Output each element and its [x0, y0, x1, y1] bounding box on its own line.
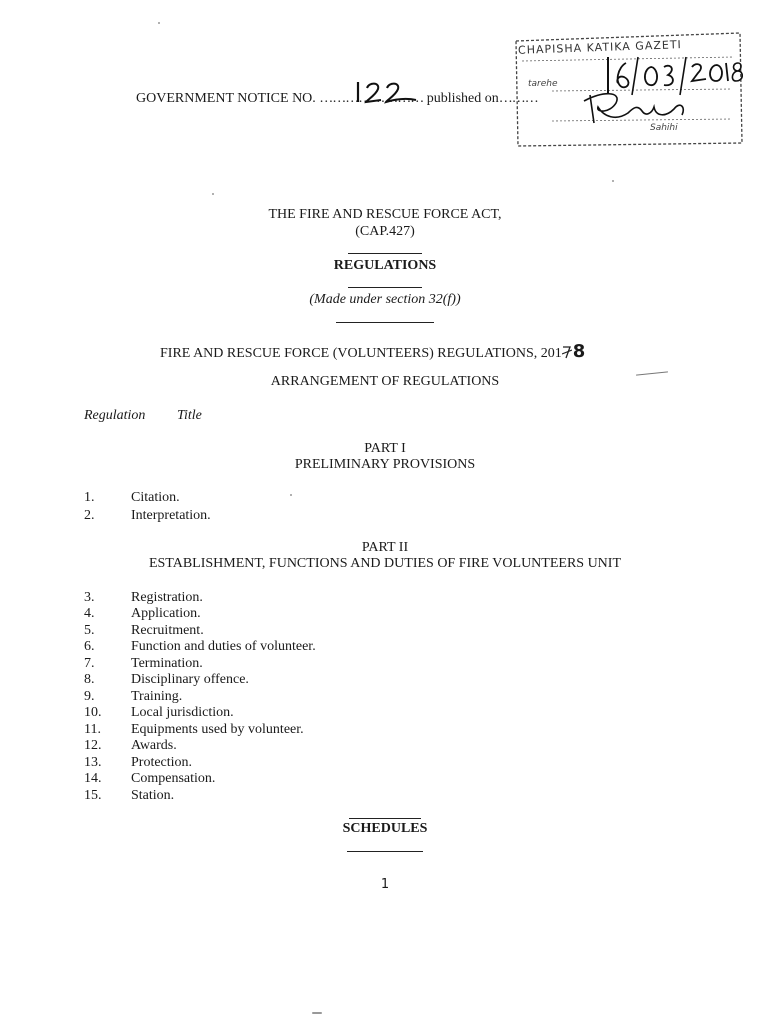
- regulation-title: Disciplinary offence.: [131, 672, 249, 687]
- regulation-title: Protection.: [131, 755, 193, 770]
- regulation-number: 11.: [84, 722, 101, 737]
- regulation-number: 1.: [84, 490, 95, 505]
- regulation-title: Function and duties of volunteer.: [131, 639, 316, 654]
- handwritten-notice-number: [352, 78, 422, 106]
- regulation-number: 12.: [84, 738, 102, 753]
- regulations-heading: REGULATIONS: [333, 258, 437, 273]
- divider: [348, 287, 422, 288]
- regulation-number: 7.: [84, 656, 95, 671]
- regulation-title: Interpretation.: [131, 508, 211, 523]
- divider: [347, 851, 423, 852]
- government-notice-line: [136, 91, 538, 107]
- regulation-title: Station.: [131, 788, 175, 803]
- handwritten-year-digit: 8: [572, 341, 586, 362]
- arrangement-heading: ARRANGEMENT OF REGULATIONS: [270, 374, 500, 389]
- part2-subheading: ESTABLISHMENT, FUNCTIONS AND DUTIES OF FIRE VOLUNTEERS UNIT: [148, 556, 622, 571]
- regulation-number: 3.: [84, 590, 95, 605]
- struck-year-digit: [562, 345, 572, 359]
- regulation-title: Citation.: [131, 490, 180, 505]
- regulation-title: Equipments used by volunteer.: [131, 722, 304, 737]
- regulation-title: Local jurisdiction.: [131, 705, 234, 720]
- regulation-number: 13.: [84, 755, 102, 770]
- regulation-number: 6.: [84, 639, 95, 654]
- published-label: published on: [423, 91, 499, 106]
- regulation-number: 9.: [84, 689, 95, 704]
- regulation-number: 4.: [84, 606, 95, 621]
- notice-prefix: GOVERNMENT NOTICE NO.: [136, 91, 320, 106]
- regulation-number: 5.: [84, 623, 95, 638]
- regulation-number: 2.: [84, 508, 95, 523]
- scan-speck: [158, 22, 160, 24]
- gazette-stamp: [512, 27, 744, 148]
- schedules-heading: SCHEDULES: [342, 821, 428, 836]
- regulation-number: 8.: [84, 672, 95, 687]
- scan-speck: [312, 1012, 322, 1014]
- divider: [348, 253, 422, 254]
- scan-speck: [612, 180, 614, 182]
- regulation-number: 15.: [84, 788, 102, 803]
- regulation-title: Application.: [131, 606, 201, 621]
- page-number: 1: [380, 877, 390, 892]
- published-dots: ………: [498, 91, 538, 106]
- regulation-number: 14.: [84, 771, 102, 786]
- part1-heading: PART I: [364, 441, 406, 456]
- stamp-signature-label: Sahihi: [650, 123, 678, 133]
- regulations-title-text: FIRE AND RESCUE FORCE (VOLUNTEERS) REGULATIONS, 201: [160, 346, 562, 361]
- handwritten-signature: [582, 87, 692, 127]
- divider: [336, 322, 434, 323]
- regulation-title: Awards.: [131, 738, 177, 753]
- made-under-section: (Made under section 32(f)): [309, 292, 461, 307]
- regulation-title: Training.: [131, 689, 183, 704]
- column-regulation: Regulation: [84, 408, 146, 423]
- part2-heading: PART II: [361, 540, 409, 555]
- regulation-title: Recruitment.: [131, 623, 204, 638]
- regulation-title: Compensation.: [131, 771, 216, 786]
- column-title: Title: [177, 408, 202, 423]
- regulation-number: 10.: [84, 705, 102, 720]
- divider: [349, 818, 421, 819]
- scan-speck: [212, 193, 214, 195]
- regulations-title: [160, 341, 585, 362]
- regulation-title: Registration.: [131, 590, 203, 605]
- notice-dots: ……………………: [319, 91, 424, 106]
- regulation-title: Termination.: [131, 656, 203, 671]
- act-cap: (CAP.427): [355, 224, 415, 239]
- stamp-header: CHAPISHA KATIKA GAZETI: [517, 38, 683, 57]
- scan-speck: [290, 494, 292, 496]
- part1-subheading: PRELIMINARY PROVISIONS: [294, 457, 476, 472]
- act-title: THE FIRE AND RESCUE FORCE ACT,: [268, 207, 502, 222]
- stamp-date-label: tarehe: [528, 79, 558, 89]
